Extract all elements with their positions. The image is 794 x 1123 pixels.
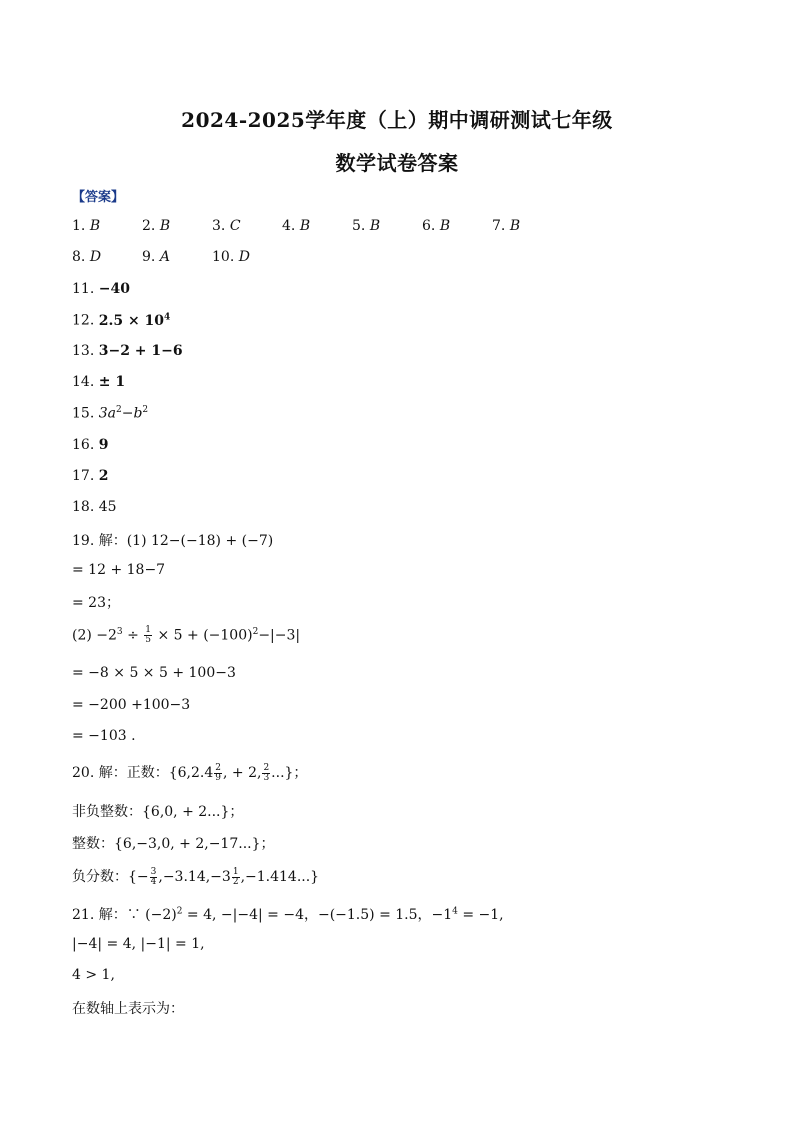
answer-13: 13. 3−2 + 1−6 <box>72 343 183 359</box>
answer-21-step: 在数轴上表示为： <box>72 1001 184 1017</box>
page-subtitle: 数学试卷答案 <box>335 151 459 175</box>
fraction: $\frac{3}{4}$ <box>150 866 157 887</box>
answer-16: 16. 9 <box>72 437 109 453</box>
mc-item: 6. B <box>422 218 451 234</box>
page-title: 2024-2025学年度（上）期中调研测试七年级 <box>181 108 613 132</box>
answer-20-integers: 整数：{6,−3,0, + 2,−17...}； <box>72 836 275 852</box>
fraction: $\frac{2}{9}$ <box>215 762 221 783</box>
answer-20-nonnegative: 非负整数：{6,0, + 2...}； <box>72 804 244 820</box>
mc-item: 10. D <box>212 249 250 265</box>
answer-18: 18. 45 <box>72 499 117 515</box>
mc-item: 8. D <box>72 249 102 265</box>
answer-19-step: = −8 × 5 × 5 + 100−3 <box>72 665 236 681</box>
answer-19-step: = −103 . <box>72 728 136 744</box>
answer-21-head: 21. 解：∵ $(-2)^2 = 4$, −|−4| = −4，−(−1.5) = 1.5，$-1^4 = -1$, <box>72 906 504 923</box>
mc-item: 1. B <box>72 218 101 234</box>
answer-20-positive: 20. 解：正数：{6,2.4 $\frac{2}{9}$ , + 2, $\frac{2}{3}$ ...}； <box>72 762 308 783</box>
fraction: $\frac{1}{2}$ <box>232 866 239 887</box>
answer-11: 11. −40 <box>72 281 130 297</box>
answer-12: 12. $2.5 \times 10^4$ <box>72 312 171 329</box>
fraction: $\frac{1}{5}$ <box>145 625 152 645</box>
answer-19-step: = 12 + 18−7 <box>72 562 166 578</box>
answer-20-negative-fractions: 负分数：{− $\frac{3}{4}$ ,−3.14,−3 $\frac{1}{2}$ ,−1.414...} <box>72 866 320 887</box>
fraction: $\frac{2}{3}$ <box>263 762 270 783</box>
mc-item: 7. B <box>492 218 521 234</box>
answer-17: 17. 2 <box>72 468 109 484</box>
mc-item: 4. B <box>282 218 311 234</box>
answer-21-step: 4 > 1, <box>72 967 115 983</box>
answer-19-step: = −200 +100−3 <box>72 697 191 713</box>
answer-19-step: = 23； <box>72 595 120 611</box>
answer-19-part2: $(2) -2^3$ ÷ $\frac{1}{5}$ × $5 + (-100)^2-|-3|$ <box>72 625 301 645</box>
mc-item: 9. A <box>142 249 170 265</box>
answer-21-step: |−4| = 4, |−1| = 1, <box>72 936 205 952</box>
mc-item: 3. C <box>212 218 241 234</box>
answer-15: 15. $3a^2-b^2$ <box>72 405 149 422</box>
answer-14: 14. ± 1 <box>72 374 126 390</box>
answer-19-head: 19. 解：(1) 12−(−18) + (−7) <box>72 533 274 549</box>
mc-item: 2. B <box>142 218 171 234</box>
answer-tag: 【答案】 <box>72 190 125 205</box>
mc-item: 5. B <box>352 218 381 234</box>
